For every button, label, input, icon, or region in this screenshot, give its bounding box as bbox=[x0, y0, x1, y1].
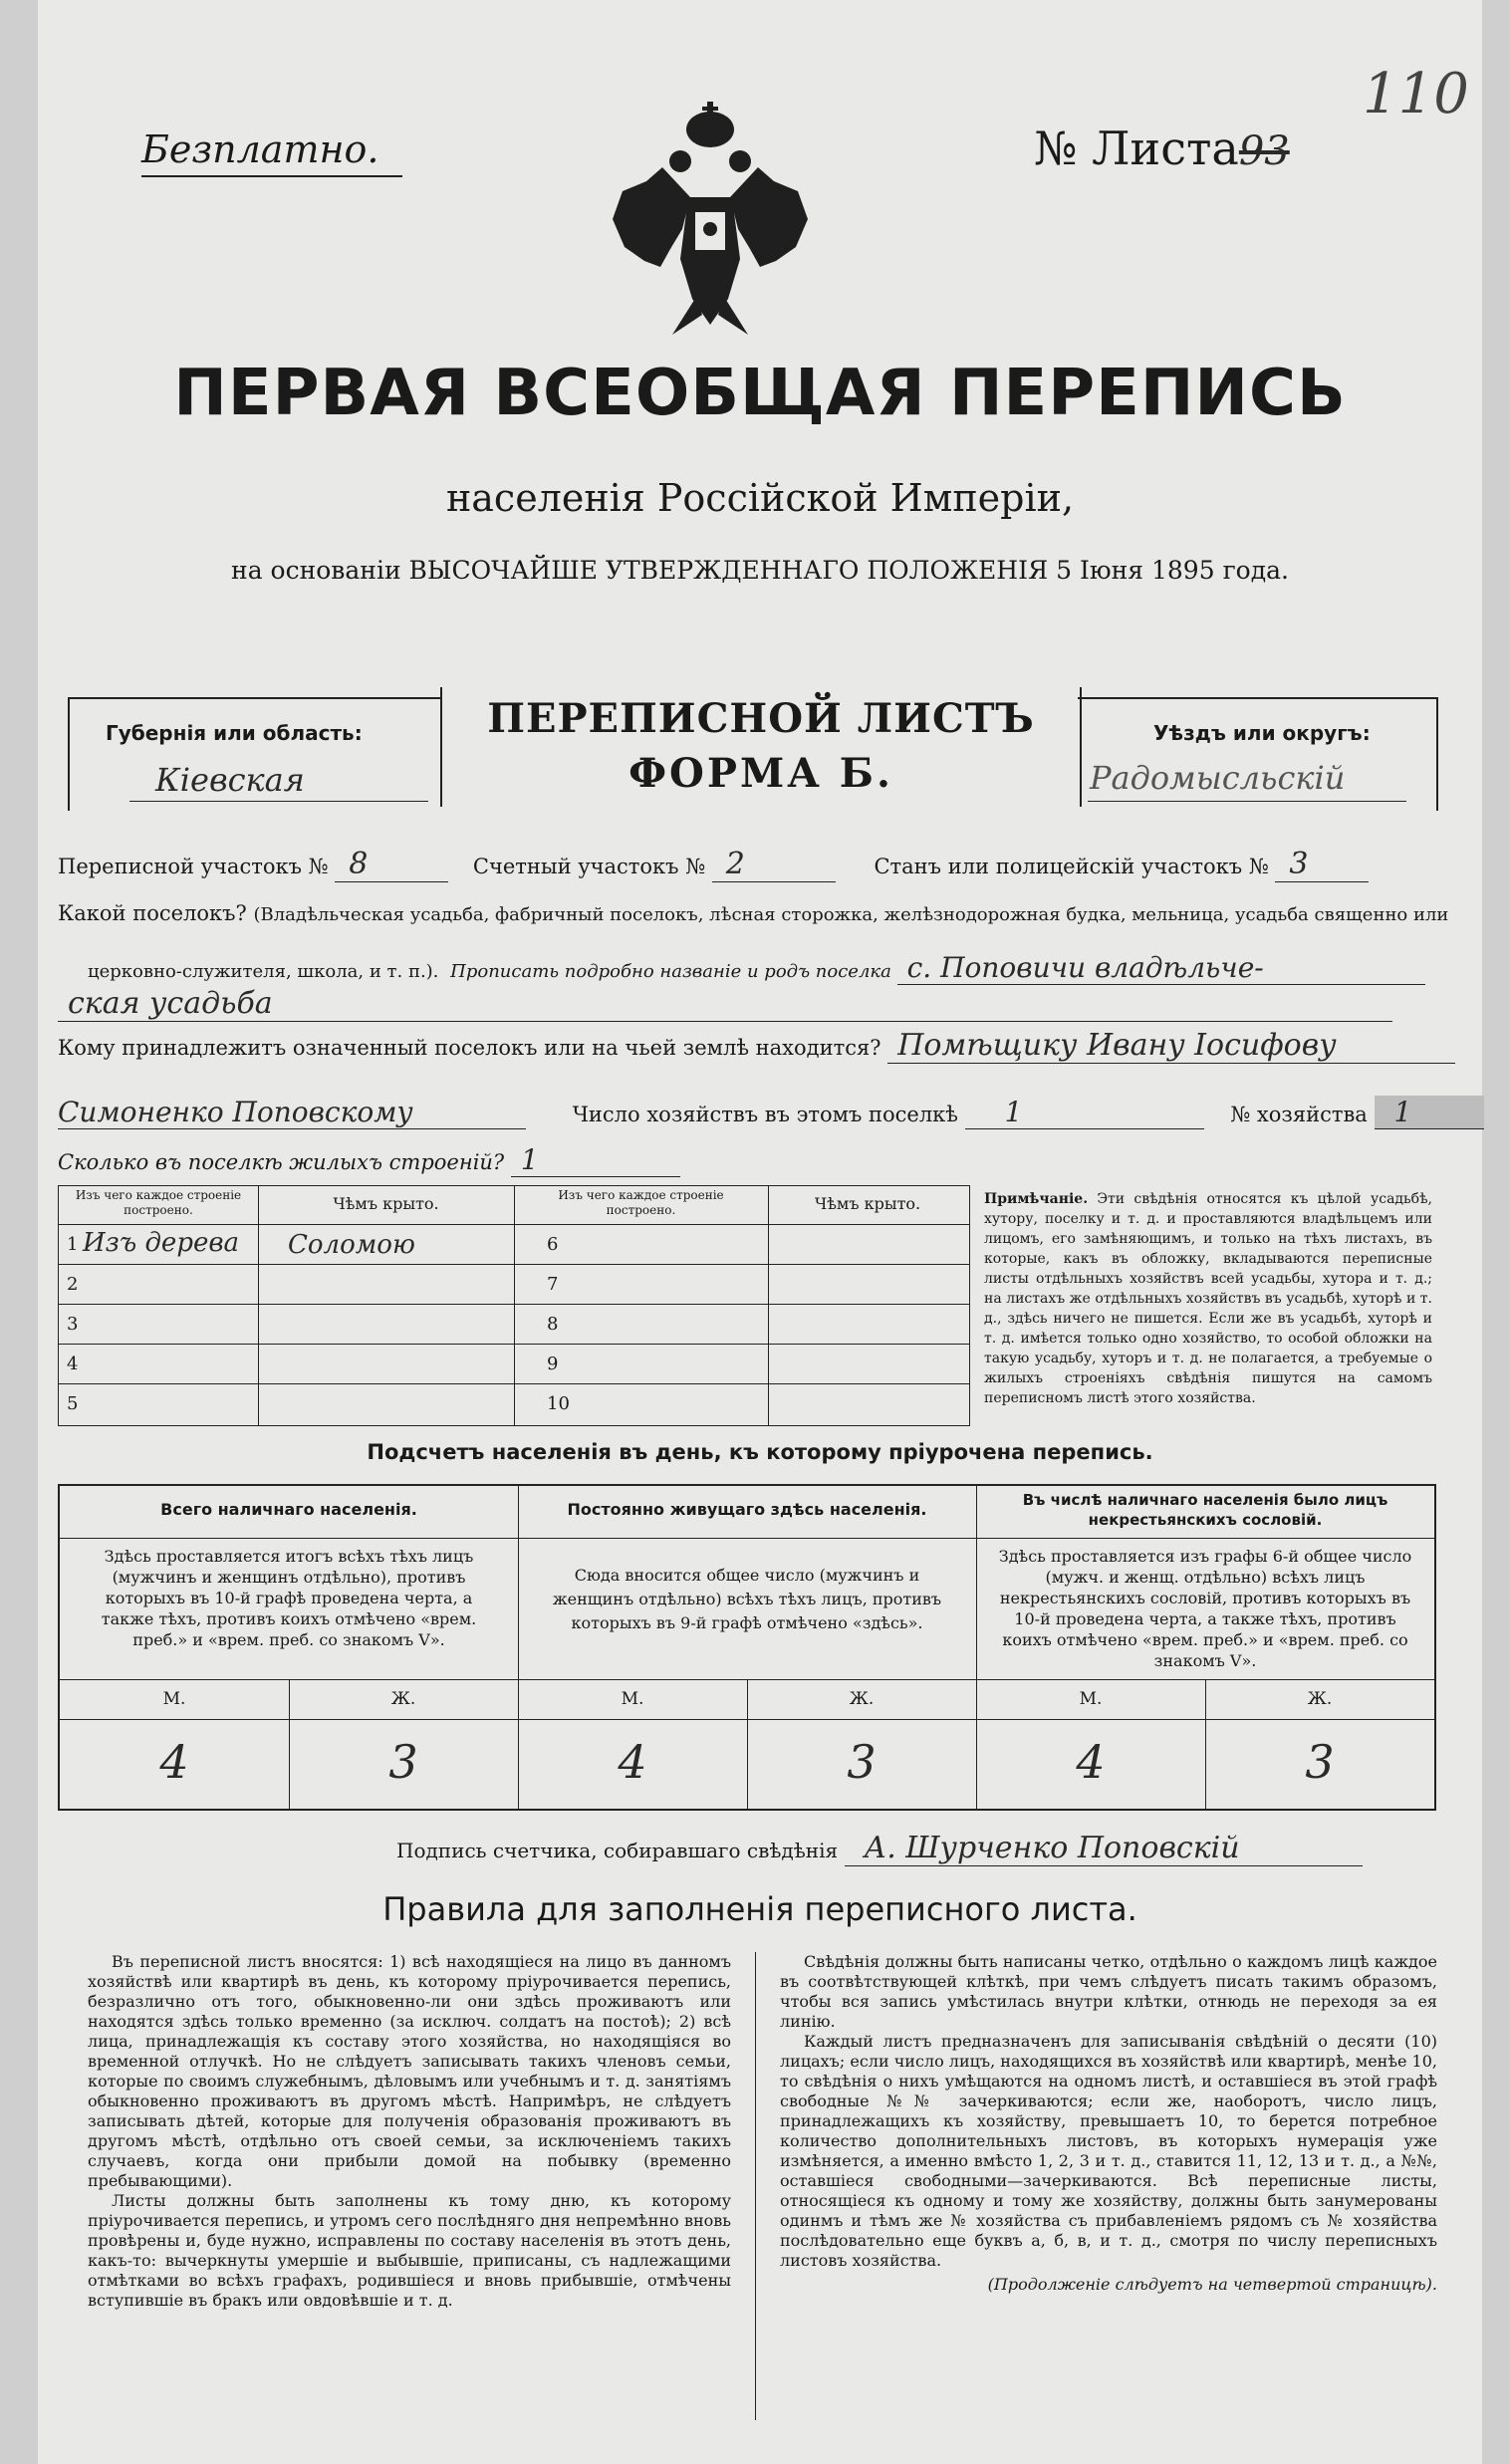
row-number: 7 bbox=[547, 1274, 559, 1295]
material-header-2: Изъ чего каждое строеніе построено. bbox=[558, 1188, 724, 1217]
row-roof: Соломою bbox=[288, 1230, 415, 1260]
gubernia-value: Кіевская bbox=[155, 761, 305, 799]
col1-text: Здѣсь проставляется итогъ всѣхъ тѣхъ лицъ (мужчинъ и женщинъ отдѣльно), противъ которыхъ въ 10-й графѣ проведена черта, а также тѣхъ, противъ коихъ отмѣчено «врем. преб.» и «врем. преб. со знакомъ V». bbox=[101, 1547, 477, 1649]
total-female-value: 3 bbox=[388, 1735, 418, 1789]
gubernia-label: Губернія или область: bbox=[106, 721, 363, 745]
owner-line-2: Симоненко Поповскому Число хозяйствъ въ этомъ поселкѣ 1 № хозяйства 1 bbox=[58, 1096, 1472, 1129]
archive-number: 110 bbox=[1363, 62, 1469, 126]
row-number: 2 bbox=[67, 1274, 79, 1295]
total-male-value: 4 bbox=[159, 1735, 189, 1789]
nonpeasant-female-value: 3 bbox=[1305, 1735, 1335, 1789]
free-label: Безплатно. bbox=[141, 127, 402, 177]
rules-left-p2: Листы должны быть заполнены къ тому дню, къ которому пріурочивается перепись, и утромъ сего послѣдняго дня непремѣнно вновь провѣрены и, буде нужно, исправлены по составу населенія въ этотъ день, какъ-то: вычеркнуты умершіе и выбывшіе, приписаны, съ надлежащими отмѣтками во всѣхъ графахъ, родившіеся и вновь прибывшіе, отмѣчены вступившіе въ бракъ или овдовѣвшіе и т. д. bbox=[88, 2191, 731, 2310]
roof-header-2: Чѣмъ крыто. bbox=[814, 1194, 921, 1213]
census-sheet bbox=[38, 0, 1482, 2464]
row-number: 10 bbox=[547, 1393, 570, 1414]
population-table bbox=[58, 1484, 1436, 1811]
owner-value-1: Помѣщику Ивану Іосифову bbox=[887, 1028, 1455, 1064]
male-label: М. bbox=[621, 1689, 644, 1709]
col3-text: Здѣсь проставляется изъ графы 6-й общее число (мужч. и женщ. отдѣльно) всѣхъ лицъ некрестьянскихъ сословій, противъ которыхъ въ 10-й проведена черта, а также тѣхъ, противъ коихъ отмѣчено «врем. преб.» и «врем. преб. со знакомъ V». bbox=[998, 1547, 1412, 1670]
resident-male-value: 4 bbox=[618, 1735, 647, 1789]
buildings-value: 1 bbox=[511, 1143, 680, 1177]
buildings-note: Примѣчаніе. Эти свѣдѣнія относятся къ цѣлой усадьбѣ, хутору, поселку и т. д. и проставляются владѣльцемъ или лицомъ, его замѣняющимъ, и только на тѣхъ листахъ, въ которые, какъ въ обложку, вкладываются переписные листы отдѣльныхъ хозяйствъ всей усадьбы, хутора и т. д.; на листахъ же отдѣльныхъ хозяйствъ въ усадьбѣ, хуторѣ и т. д., здѣсь ничего не пишется. Если же въ усадьбѣ, хуторѣ и т. д. имѣется только одно хозяйство, то особой обложки на такую усадьбу, хуторъ и т. д. не полагается, а требуемые о жилыхъ строеніяхъ свѣдѣнія пишутся на самомъ переписномъ листѣ этого хозяйства. bbox=[984, 1191, 1432, 1406]
rules-right-p1: Свѣдѣнія должны быть написаны четко, отдѣльно о каждомъ лицѣ каждое въ соотвѣтствующей клѣткѣ, при чемъ слѣдуетъ писать такимъ образомъ, чтобы вся запись умѣстилась внутри клѣтки, отнюдь не переходя за ея линію. bbox=[780, 1952, 1437, 2031]
settlement-line-2: церковно-служителя, школа, и т. п.). Прописать подробно названіе и родъ поселка с. Поповичи владѣльче- bbox=[88, 951, 1462, 985]
buildings-line: Сколько въ поселкѣ жилыхъ строеній? 1 bbox=[58, 1143, 680, 1177]
rules-left-p1: Въ переписной листъ вносятся: 1) всѣ находящіеся на лицо въ данномъ хозяйствѣ или квартирѣ въ день, къ которому пріурочивается перепись, безразлично отъ того, обыкновенно-ли они здѣсь проживаютъ или находятся здѣсь только временно (за исключ. солдатъ на постоѣ); 2) всѣ лица, принадлежащія къ составу этого хозяйства, но находящіяся во временной отлучкѣ. Но не слѣдуетъ записывать такихъ членовъ семьи, которые по своимъ служебнымъ, дѣловымъ или учебнымъ и т. д. занятіямъ обыкновенно проживаютъ въ другомъ мѣстѣ. Напримѣръ, не слѣдуетъ записывать дѣтей, которые для полученія образованія проживаютъ въ другомъ мѣстѣ, отдѣльно отъ своей семьи, за исключеніемъ такихъ случаевъ, когда они прибыли домой на побывку (временно пребывающими). bbox=[88, 1952, 731, 2190]
sheet-number-value: 93 bbox=[1238, 128, 1290, 174]
uezd-box bbox=[1078, 697, 1438, 811]
rules-right-p2: Каждый листъ предназначенъ для записыванія свѣдѣній о десяти (10) лицахъ; если число лицъ, находящихся въ хозяйствѣ или квартирѣ, менѣе 10, то свѣдѣнія о нихъ умѣщаются на одномъ листѣ, и оставшіеся въ этой графѣ свободные №№ зачеркиваются; если же, наоборотъ, число лицъ, принадлежащихъ къ хозяйству, превышаетъ 10, то берется потребное количество дополнительныхъ листовъ, въ которыхъ нумерація уже измѣняется, а именно вмѣсто 1, 2, 3 и т. д., ставится 11, 12, 13 и т. д., а №№, оставшіеся свободными—зачеркиваются. Всѣ переписные листы, относящіеся къ одному и тому же хозяйству, должны быть занумерованы одинмъ и тѣмъ же № хозяйства съ прибавленіемъ рядомъ съ № хозяйства послѣдовательно еще буквъ а, б, в, и т. д., смотря по числу переписныхъ листовъ хозяйства. bbox=[780, 2032, 1437, 2270]
row-number: 4 bbox=[67, 1354, 79, 1374]
row-number: 3 bbox=[67, 1314, 79, 1335]
owner-value-2: Симоненко Поповскому bbox=[58, 1096, 526, 1129]
main-title: ПЕРВАЯ ВСЕОБЩАЯ ПЕРЕПИСЬ bbox=[173, 357, 1347, 430]
form-title: ФОРМА Б. bbox=[629, 750, 893, 797]
owner-line-1: Кому принадлежитъ означенный поселокъ или на чьей землѣ находится? Помѣщику Ивану Іосифову bbox=[58, 1028, 1472, 1064]
settlement-line-1: Какой поселокъ? (Владѣльческая усадьба, фабричный поселокъ, лѣсная сторожка, желѣзнодорожная будка, мельница, усадьба священно или bbox=[58, 901, 1449, 925]
row-number: 5 bbox=[67, 1393, 79, 1414]
rules-title: Правила для заполненія переписного листа. bbox=[382, 1890, 1137, 1928]
settlement-value-1: с. Поповичи владѣльче- bbox=[897, 951, 1425, 985]
material-header: Изъ чего каждое строеніе построено. bbox=[75, 1188, 242, 1217]
stan-value: 3 bbox=[1275, 847, 1369, 882]
row-number: 8 bbox=[547, 1314, 559, 1335]
roof-header: Чѣмъ крыто. bbox=[333, 1194, 439, 1213]
female-label: Ж. bbox=[1307, 1689, 1333, 1709]
signature-line: Подпись счетчика, собиравшаго свѣдѣнія А. Шурченко Поповскій bbox=[396, 1831, 1363, 1866]
male-label: М. bbox=[162, 1689, 186, 1709]
enumerator-signature: А. Шурченко Поповскій bbox=[845, 1831, 1363, 1866]
row-number: 9 bbox=[547, 1354, 559, 1374]
district-line: Переписной участокъ № 8 Счетный участокъ № 2 Станъ или полицейскій участокъ № 3 bbox=[58, 847, 1472, 882]
household-number-value: 1 bbox=[1375, 1096, 1484, 1129]
col1-header: Всего наличнаго населенія. bbox=[160, 1500, 417, 1519]
nonpeasant-male-value: 4 bbox=[1076, 1735, 1106, 1789]
sheet-title: ПЕРЕПИСНОЙ ЛИСТЪ bbox=[487, 695, 1035, 742]
count-district-value: 2 bbox=[712, 847, 836, 882]
row-number: 1 bbox=[67, 1234, 79, 1255]
male-label: М. bbox=[1079, 1689, 1103, 1709]
row-number: 6 bbox=[547, 1234, 559, 1255]
census-district-value: 8 bbox=[335, 847, 448, 882]
legal-basis: на основаніи ВЫСОЧАЙШЕ УТВЕРЖДЕННАГО ПОЛОЖЕНІЯ 5 Іюня 1895 года. bbox=[231, 556, 1289, 585]
continued-note: (Продолженіе слѣдуетъ на четвертой страницѣ). bbox=[987, 2275, 1437, 2294]
form-title-block bbox=[440, 687, 1082, 807]
uezd-value: Радомысльскій bbox=[1090, 759, 1346, 797]
rules-left-column bbox=[88, 1952, 731, 2311]
col2-header: Постоянно живущаго здѣсь населенія. bbox=[567, 1500, 927, 1519]
resident-female-value: 3 bbox=[847, 1735, 877, 1789]
households-value: 1 bbox=[965, 1096, 1204, 1129]
population-title: Подсчетъ населенія въ день, къ которому пріурочена перепись. bbox=[367, 1440, 1153, 1464]
subtitle: населенія Россійской Имперіи, bbox=[445, 476, 1075, 520]
buildings-table bbox=[58, 1185, 970, 1426]
rules-right-column bbox=[780, 1952, 1437, 2294]
uezd-label: Уѣздъ или округъ: bbox=[1153, 721, 1371, 745]
sheet-number: № Листа93 bbox=[1034, 122, 1290, 175]
settlement-value-2: ская усадьба bbox=[58, 986, 1392, 1022]
double-headed-eagle-emblem bbox=[611, 100, 810, 339]
female-label: Ж. bbox=[849, 1689, 875, 1709]
settlement-line-3 bbox=[58, 986, 1392, 1022]
row-material: Изъ дерева bbox=[83, 1228, 239, 1258]
female-label: Ж. bbox=[390, 1689, 416, 1709]
col2-text: Сюда вносится общее число (мужчинъ и женщинъ отдѣльно) всѣхъ тѣхъ лицъ, противъ которыхъ въ 9-й графѣ отмѣчено «здѣсь». bbox=[552, 1566, 942, 1632]
gubernia-box bbox=[68, 697, 442, 811]
col3-header: Въ числѣ наличнаго населенія было лицъ некрестьянскихъ сословій. bbox=[1022, 1491, 1388, 1529]
